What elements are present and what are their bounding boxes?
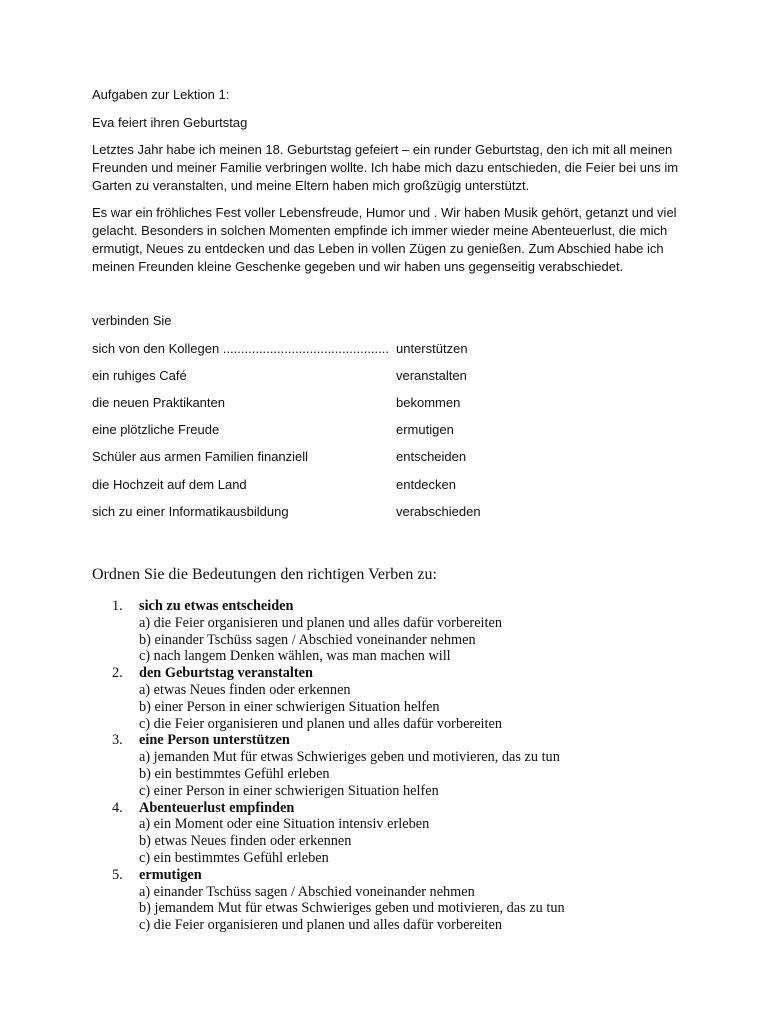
meanings-item <box>112 665 672 732</box>
item-number: 4. <box>112 799 123 816</box>
item-verb: Abenteuerlust empfinden <box>139 799 295 816</box>
item-option: b) einer Person in einer schwierigen Situation helfen <box>139 698 440 715</box>
item-option: c) nach langem Denken wählen, was man machen will <box>139 648 451 665</box>
matching-row <box>92 476 512 494</box>
matching-left-phrase: eine plötzliche Freude <box>92 422 220 437</box>
matching-right-verb: bekommen <box>396 395 461 410</box>
matching-row <box>92 367 512 385</box>
item-number: 2. <box>112 665 123 682</box>
item-option: c) die Feier organisieren und planen und alles dafür vorbereiten <box>139 917 502 934</box>
item-number: 1. <box>112 598 123 614</box>
item-option: c) ein bestimmtes Gefühl erleben <box>139 849 329 866</box>
item-option: a) jemanden Mut für etwas Schwieriges geben und motivieren, das zu tun <box>139 749 560 766</box>
story-title: Eva feiert ihren Geburtstag <box>92 115 248 130</box>
matching-row <box>92 340 512 358</box>
matching-row <box>92 503 512 521</box>
item-option: a) ein Moment oder eine Situation intensiv erleben <box>139 816 430 833</box>
item-option: b) einander Tschüss sagen / Abschied voneinander nehmen <box>139 631 476 648</box>
item-option: c) die Feier organisieren und planen und alles dafür vorbereiten <box>139 715 502 732</box>
matching-left-phrase: die Hochzeit auf dem Land <box>92 477 247 492</box>
item-option: a) die Feier organisieren und planen und alles dafür vorbereiten <box>139 614 502 631</box>
item-option: b) ein bestimmtes Gefühl erleben <box>139 765 330 782</box>
matching-right-verb: veranstalten <box>396 368 467 383</box>
item-verb: sich zu etwas entscheiden <box>139 598 294 614</box>
matching-row <box>92 421 512 439</box>
matching-row <box>92 448 512 466</box>
meanings-heading: Ordnen Sie die Bedeutungen den richtigen Verben zu: <box>92 566 437 583</box>
item-number: 5. <box>112 866 123 883</box>
item-option: b) jemandem Mut für etwas Schwieriges geben und motivieren, das zu tun <box>139 900 565 917</box>
matching-left-phrase: die neuen Praktikanten <box>92 395 225 410</box>
item-option: a) einander Tschüss sagen / Abschied voneinander nehmen <box>139 883 475 900</box>
meanings-list <box>112 598 672 934</box>
matching-dotted-line: .............................................. <box>222 341 389 356</box>
story-paragraph-2: Es war ein fröhliches Fest voller Lebensfreude, Humor und . Wir haben Musik gehört, getanzt und viel gelacht. Besonders in solchen Momenten empfinde ich immer wieder meine Abenteuerlust, die mich ermutigt, Neues zu entdecken und das Leben in vollen Zügen zu genießen. Zum Abschied habe ich meinen Freunden kleine Geschenke gegeben und wir haben uns gegenseitig verabschiedet. <box>92 205 677 274</box>
item-verb: eine Person unterstützen <box>139 732 290 749</box>
matching-left-phrase: sich zu einer Informatikausbildung <box>92 504 289 519</box>
matching-right-verb: entscheiden <box>396 449 467 464</box>
meanings-item <box>112 732 672 799</box>
matching-right-verb: verabschieden <box>396 504 481 519</box>
meanings-item <box>112 867 672 934</box>
matching-row <box>92 394 512 412</box>
item-option: a) etwas Neues finden oder erkennen <box>139 681 351 698</box>
item-verb: ermutigen <box>139 866 202 883</box>
item-verb: den Geburtstag veranstalten <box>139 665 313 682</box>
matching-instruction: verbinden Sie <box>92 313 172 328</box>
matching-right-verb: entdecken <box>396 477 456 492</box>
matching-left-phrase: ein ruhiges Café <box>92 368 187 383</box>
matching-left-phrase: sich von den Kollegen <box>92 341 220 356</box>
item-option: c) einer Person in einer schwierigen Situation helfen <box>139 782 439 799</box>
story-paragraph-1: Letztes Jahr habe ich meinen 18. Geburtstag gefeiert – ein runder Geburtstag, den ich mit all meinen Freunden und meiner Familie verbringen wollte. Ich habe mich dazu entschieden, die Feier bei uns im Garten zu veranstalten, und meine Eltern haben mich großzügig unterstützt. <box>92 142 679 193</box>
item-number: 3. <box>112 732 123 749</box>
item-option: b) etwas Neues finden oder erkennen <box>139 833 352 850</box>
matching-right-verb: unterstützen <box>396 341 468 356</box>
assignment-title: Aufgaben zur Lektion 1: <box>92 87 230 102</box>
matching-left-phrase: Schüler aus armen Familien finanziell <box>92 449 309 464</box>
meanings-item <box>112 800 672 867</box>
meanings-item <box>112 598 672 665</box>
matching-right-verb: ermutigen <box>396 422 454 437</box>
